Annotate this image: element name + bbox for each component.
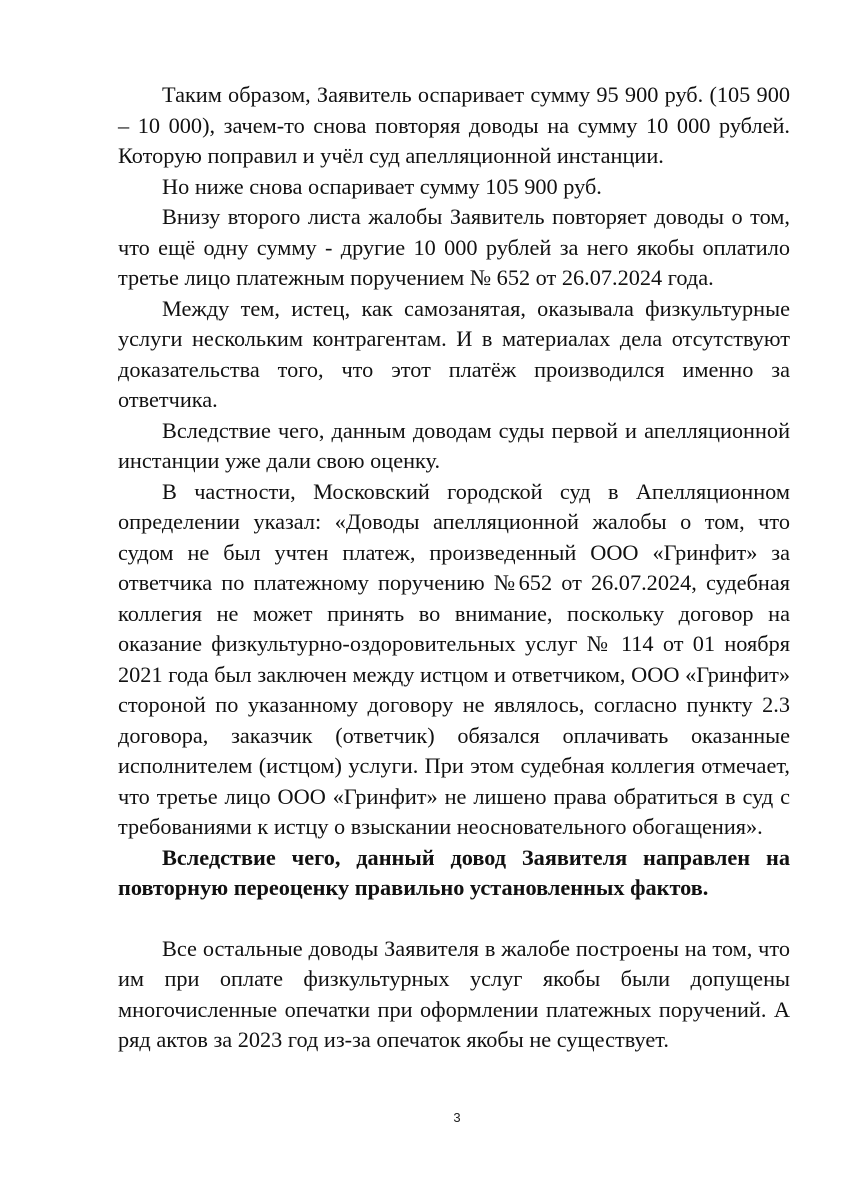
paragraph-spacer [118,904,790,934]
document-body [118,80,790,1056]
paragraph-other-arguments: Все остальные доводы Заявителя в жалобе построены на том, что им при оплате физкультурных услуг якобы были допущены многочисленные опечатки при оформлении платежных поручений. А ряд актов за 2023 год из-за опечаток якобы не существует. [118,935,790,1052]
paragraph-court-quote: В частности, Московский городской суд в Апелляционном определении указал: «Доводы апелляционной жалобы о том, что судом не был учтен платеж, произведенный ООО «Гринфит» за ответчика по платежному поручению №652 от 26.07.2024, судебная коллегия не может принять во внимание, поскольку договор на оказание физкультурно-оздоровительных услуг № 114 от 01 ноября 2021 года был заключен между истцом и ответчиком, ООО «Гринфит» стороной по указанному договору не являлось, согласно пункту 2.3 договора, заказчик (ответчик) обязался оплачивать оказанные исполнителем (истцом) услуги. При этом судебная коллегия отмечает, что третье лицо ООО «Гринфит» не лишено права обратиться в суд с требованиями к истцу о взыскании неосновательного обогащения». [118,478,790,839]
paragraph-disputed-sum: Таким образом, Заявитель оспаривает сумму 95 900 руб. (105 900 – 10 000), зачем-то снова повторяя доводы на сумму 10 000 рублей. Которую поправил и учёл суд апелляционной инстанции. [118,82,790,168]
paragraph-again-disputes: Но ниже снова оспаривает сумму 105 900 руб. [162,173,602,199]
paragraph-conclusion-bold: Вследствие чего, данный довод Заявителя направлен на повторную переоценку правильно установленных фактов. [118,844,790,900]
paragraph-courts-assessment: Вследствие чего, данным доводам суды первой и апелляционной инстанции уже дали свою оценку. [118,417,790,473]
paragraph-second-sheet: Внизу второго листа жалобы Заявитель повторяет доводы о том, что ещё одну сумму - другие 10 000 рублей за него якобы оплатило третье лицо платежным поручением № 652 от 26.07.2024 года. [118,204,790,290]
paragraph-self-employed: Между тем, истец, как самозанятая, оказывала физкультурные услуги нескольким контрагентам. И в материалах дела отсутствуют доказательства того, что этот платёж производился именно за ответчика. [118,295,790,412]
page-number: 3 [453,1110,461,1125]
